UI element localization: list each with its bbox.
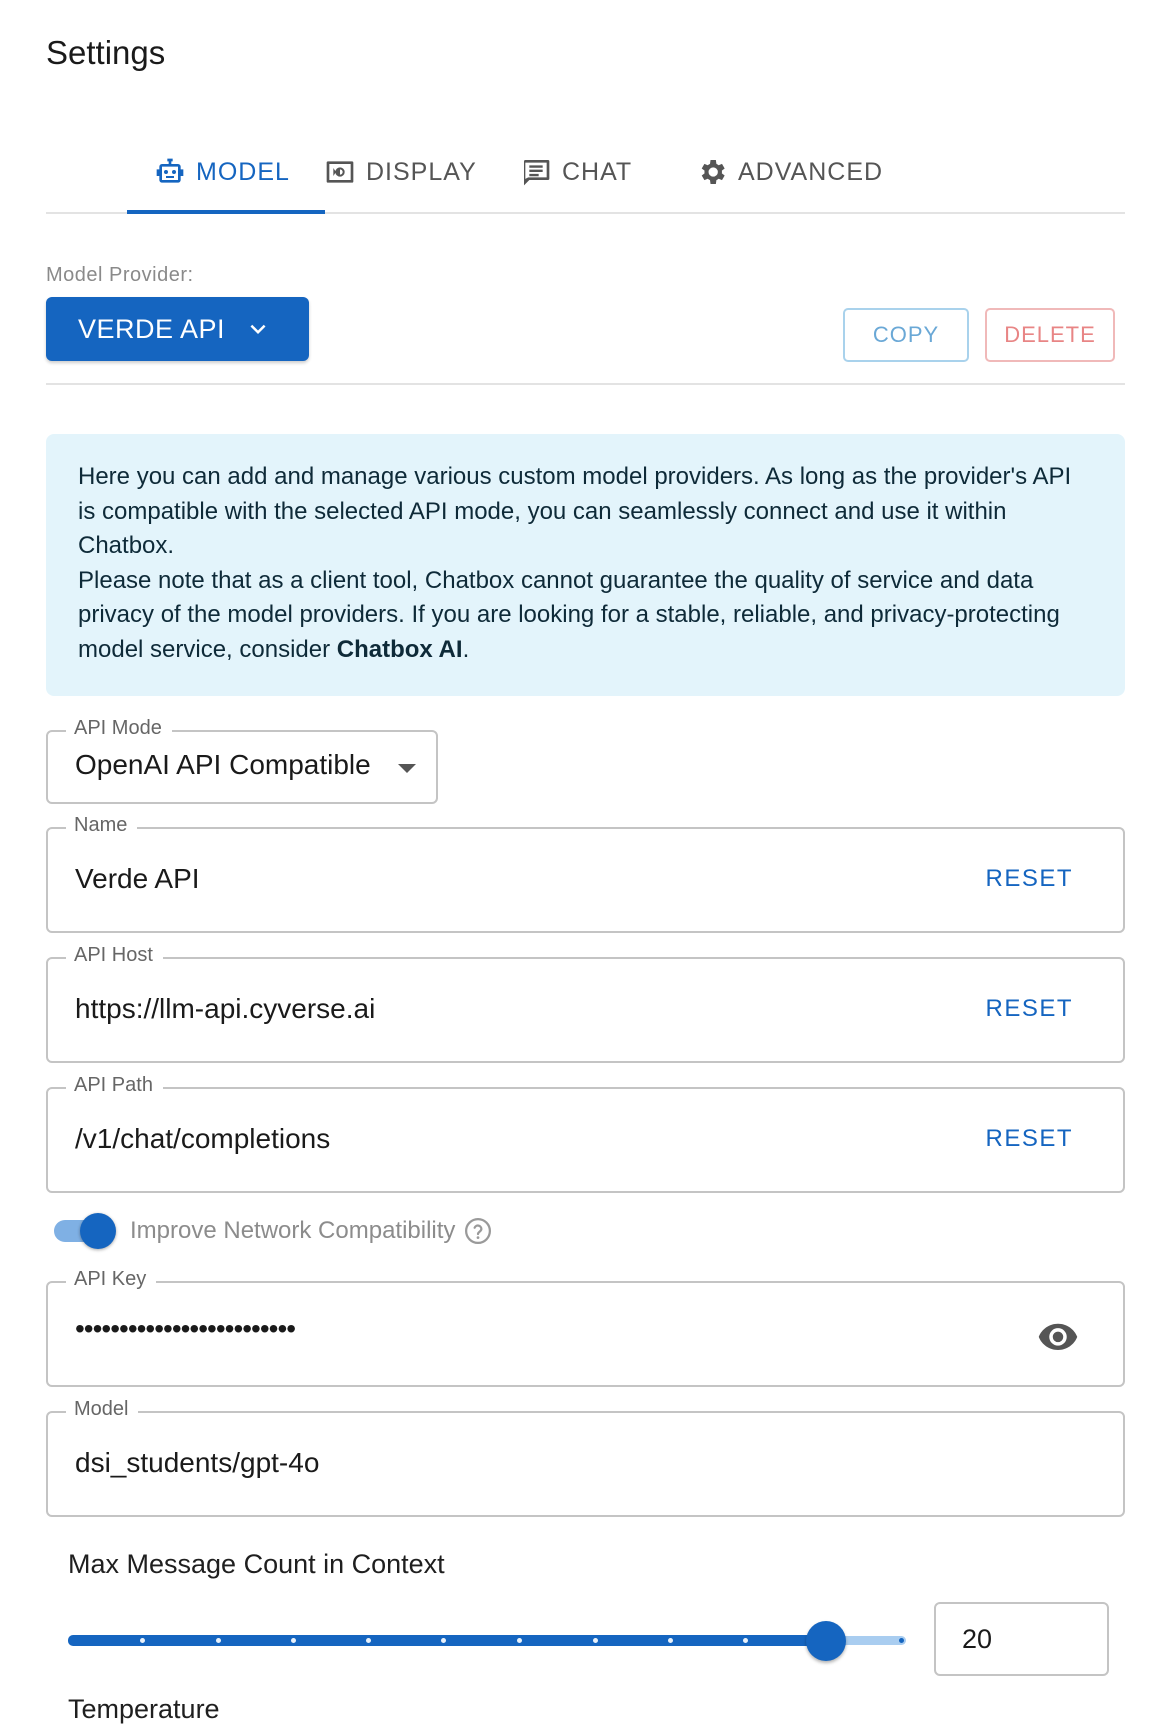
toggle-thumb <box>80 1213 116 1249</box>
slider-mark <box>140 1638 145 1643</box>
help-circle-icon[interactable] <box>463 1216 493 1246</box>
caret-down-icon <box>398 764 416 773</box>
api-path-field[interactable] <box>46 1074 1125 1193</box>
max-message-count-slider[interactable] <box>68 1621 906 1661</box>
tab-chat[interactable] <box>520 130 632 214</box>
api-host-value: https://llm-api.cyverse.ai <box>75 993 376 1024</box>
slider-mark <box>366 1638 371 1643</box>
model-provider-value: VERDE API <box>78 313 226 344</box>
slider-mark <box>593 1638 598 1643</box>
info-paragraph-1: Here you can add and manage various custom model providers. As long as the provider's API is compatible with the selected API mode, you can seamlessly connect and use it within Chatbox. <box>78 463 1072 559</box>
api-host-reset-button[interactable]: RESET <box>985 995 1073 1022</box>
max-message-count-input[interactable] <box>934 1602 1109 1676</box>
info-alert <box>46 434 1125 696</box>
slider-mark <box>517 1638 522 1643</box>
max-message-count-value: 20 <box>962 1624 993 1654</box>
active-tab-indicator <box>127 210 325 214</box>
network-compatibility-row <box>54 1211 493 1251</box>
name-reset-button[interactable]: RESET <box>985 865 1073 892</box>
slider-mark <box>291 1638 296 1643</box>
slider-mark <box>441 1638 446 1643</box>
model-field[interactable] <box>46 1398 1125 1517</box>
max-message-count-label: Max Message Count in Context <box>68 1549 445 1579</box>
api-mode-label: API Mode <box>66 715 172 741</box>
robot-icon <box>154 156 186 188</box>
slider-track <box>68 1635 826 1646</box>
tab-display[interactable] <box>324 130 477 214</box>
slider-mark <box>743 1638 748 1643</box>
model-value: dsi_students/gpt-4o <box>75 1447 320 1478</box>
settings-tabs <box>46 130 1125 214</box>
api-mode-select[interactable] <box>46 717 438 804</box>
copy-button[interactable]: COPY <box>843 308 969 362</box>
api-host-label: API Host <box>66 942 163 968</box>
slider-mark <box>668 1638 673 1643</box>
api-host-field[interactable] <box>46 944 1125 1063</box>
gear-icon <box>696 156 728 188</box>
chat-icon <box>520 156 552 188</box>
api-key-field[interactable] <box>46 1268 1125 1387</box>
model-label: Model <box>66 1396 138 1422</box>
api-path-reset-button[interactable]: RESET <box>985 1125 1073 1152</box>
api-key-value: ••••••••••••••••••••••••• <box>75 1313 296 1344</box>
info-paragraph-2 <box>78 564 1093 668</box>
eye-icon[interactable] <box>1037 1315 1079 1357</box>
model-provider-label: Model Provider: <box>46 264 194 286</box>
api-mode-value: OpenAI API Compatible <box>75 749 371 780</box>
tab-chat-label: CHAT <box>562 157 633 186</box>
temperature-label: Temperature <box>68 1694 220 1724</box>
model-provider-dropdown[interactable] <box>46 297 309 361</box>
api-path-label: API Path <box>66 1072 163 1098</box>
tab-model-label: MODEL <box>196 157 290 186</box>
network-compatibility-toggle[interactable] <box>54 1220 108 1242</box>
tab-model[interactable] <box>154 130 290 214</box>
divider <box>46 383 1125 385</box>
display-icon <box>324 156 356 188</box>
api-key-label: API Key <box>66 1266 156 1292</box>
api-path-value: /v1/chat/completions <box>75 1123 331 1154</box>
tab-advanced-label: ADVANCED <box>738 157 884 186</box>
chevron-down-icon <box>243 314 273 344</box>
page-title: Settings <box>46 34 166 71</box>
slider-mark <box>899 1638 904 1643</box>
slider-mark <box>216 1638 221 1643</box>
name-label: Name <box>66 812 137 838</box>
info-paragraph-2-text: Please note that as a client tool, Chatbox cannot guarantee the quality of service and data privacy of the model providers. If you are looking for a stable, reliable, and privacy-protecting model service, consider <box>78 566 1060 663</box>
tab-advanced[interactable] <box>696 130 883 214</box>
name-value: Verde API <box>75 863 200 894</box>
slider-thumb[interactable] <box>806 1621 846 1661</box>
chatbox-ai-link[interactable]: Chatbox AI <box>336 635 463 663</box>
info-paragraph-2-end: . <box>462 635 470 663</box>
name-field[interactable] <box>46 814 1125 933</box>
tab-display-label: DISPLAY <box>366 157 477 186</box>
delete-button[interactable]: DELETE <box>985 308 1115 362</box>
network-compatibility-label: Improve Network Compatibility <box>130 1217 456 1244</box>
